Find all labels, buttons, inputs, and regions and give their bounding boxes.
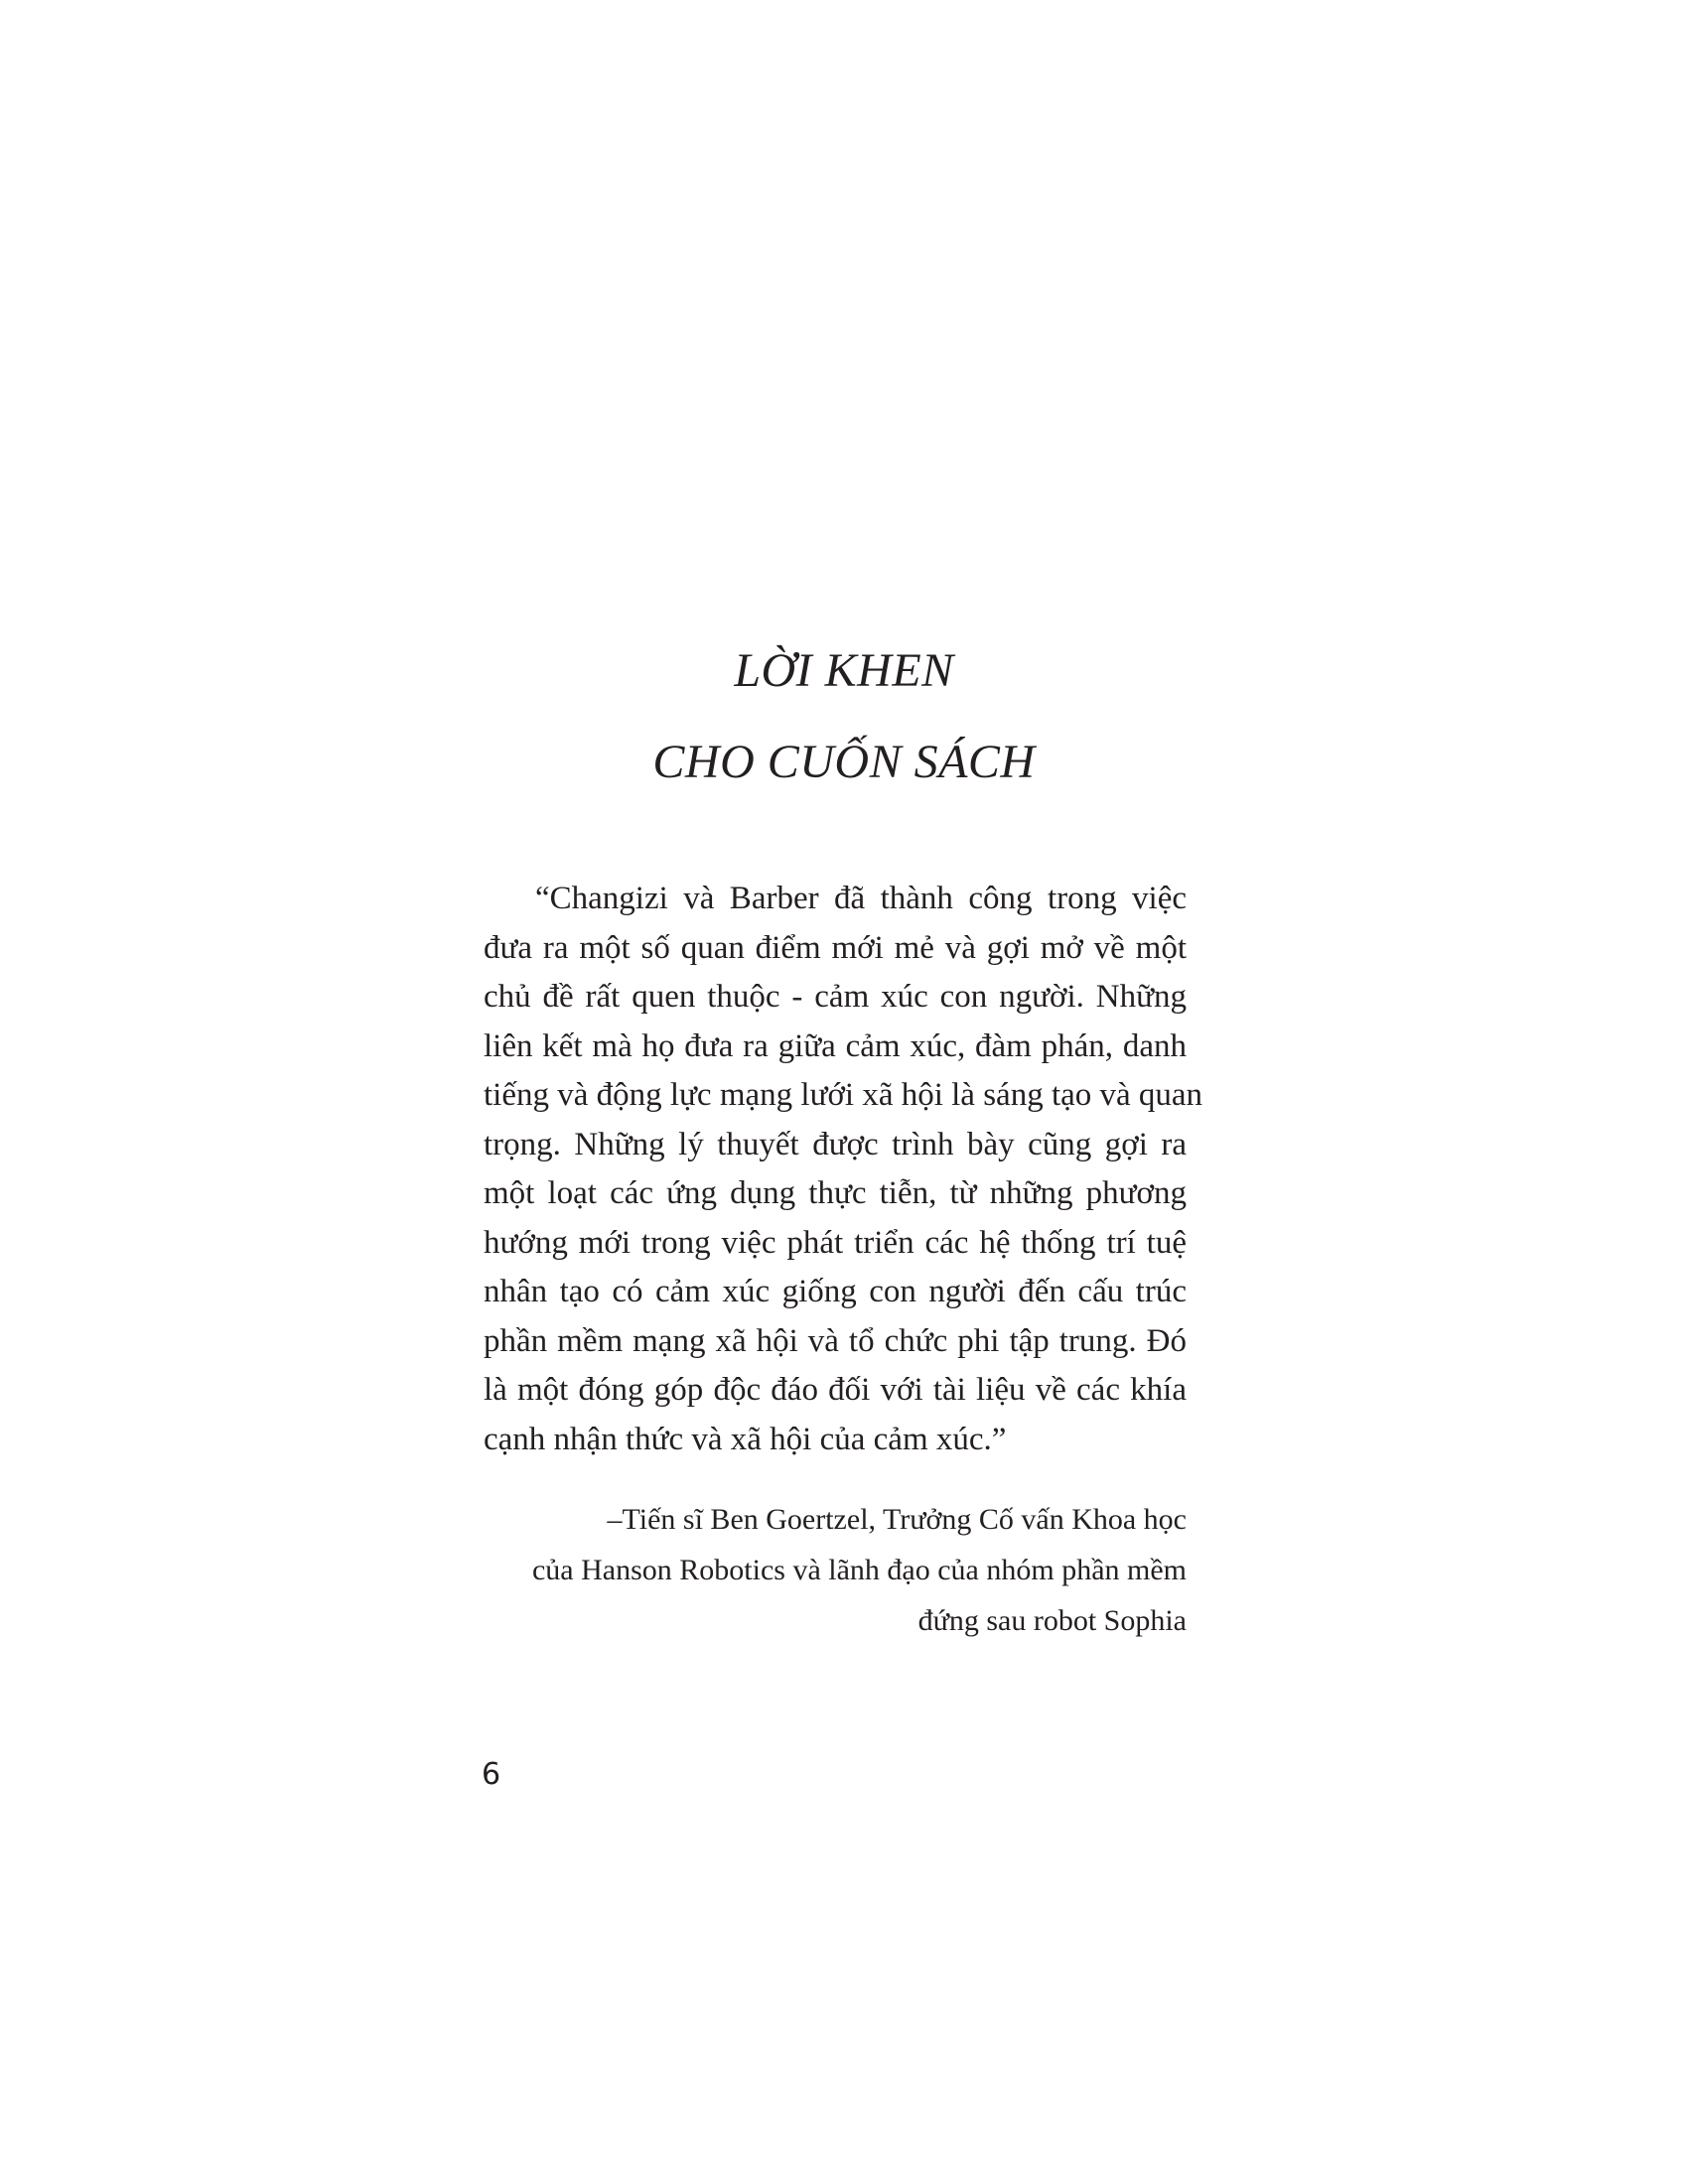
page-title-line-1: LỜI KHEN — [734, 644, 954, 697]
quote-line: một loạt các ứng dụng thực tiễn, từ những phương — [484, 1175, 1187, 1211]
attribution-line: của Hanson Robotics và lãnh đạo của nhóm phần mềm — [531, 1554, 1187, 1586]
attribution-line: –Tiến sĩ Ben Goertzel, Trưởng Cố vấn Khoa học — [607, 1503, 1187, 1536]
quote-line: liên kết mà họ đưa ra giữa cảm xúc, đàm phán, danh — [484, 1027, 1187, 1064]
page-number: 6 — [482, 1757, 501, 1792]
quote-line: cạnh nhận thức và xã hội của cảm xúc.” — [484, 1421, 1007, 1457]
quote-line: tiếng và động lực mạng lưới xã hội là sáng tạo và quan — [484, 1077, 1203, 1113]
quote-line: đưa ra một số quan điểm mới mẻ và gợi mở về một — [484, 929, 1187, 966]
quote-attribution — [484, 1494, 1187, 1646]
quote-line: chủ đề rất quen thuộc - cảm xúc con người. Những — [484, 979, 1187, 1015]
attribution-line: đứng sau robot Sophia — [917, 1604, 1187, 1637]
quote-line: nhân tạo có cảm xúc giống con người đến cấu trúc — [484, 1274, 1187, 1309]
quote-line: hướng mới trong việc phát triển các hệ thống trí tuệ — [484, 1224, 1187, 1261]
quote-line: trọng. Những lý thuyết được trình bày cũng gợi ra — [484, 1126, 1187, 1162]
praise-quote — [484, 875, 1203, 1464]
quote-line: là một đóng góp độc đáo đối với tài liệu về các khía — [484, 1372, 1187, 1408]
quote-line: “Changizi và Barber đã thành công trong việc — [535, 881, 1187, 916]
page-title-line-2: CHO CUỐN SÁCH — [652, 736, 1036, 788]
quote-line: phần mềm mạng xã hội và tổ chức phi tập trung. Đó — [484, 1322, 1187, 1359]
